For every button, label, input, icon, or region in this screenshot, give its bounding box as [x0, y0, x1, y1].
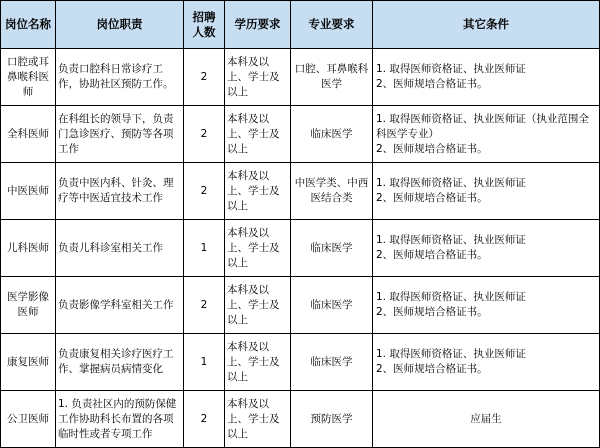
table-row	[1, 163, 600, 220]
education-cell: 本科及以上、学士及以上	[225, 334, 291, 391]
other-cell: 1. 取得医师资格证、执业医师证（执业范围全科医学专业） 2、医师规培合格证书。	[373, 106, 600, 163]
other-cell: 1. 取得医师资格证、执业医师证 2、医师规培合格证书。	[373, 220, 600, 277]
other-cell: 1. 取得医师资格证、执业医师证 2、医师规培合格证书。	[373, 277, 600, 334]
duty-cell: 负责影像学科室相关工作	[56, 277, 184, 334]
education-cell: 本科及以上、学士及以上	[225, 106, 291, 163]
duty-cell: 1. 负责社区内的预防保健工作协助科长布置的各项临时性或者专项工作	[56, 391, 184, 448]
position-cell: 中医医师	[1, 163, 56, 220]
education-cell: 本科及以上、学士及以上	[225, 220, 291, 277]
count-cell: 2	[184, 277, 225, 334]
table-row	[1, 277, 600, 334]
count-cell: 1	[184, 334, 225, 391]
count-cell: 2	[184, 163, 225, 220]
duty-cell: 负责口腔科日常诊疗工作，协助社区预防工作。	[56, 49, 184, 106]
header-row	[1, 1, 600, 49]
table-row	[1, 49, 600, 106]
position-cell: 医学影像医师	[1, 277, 56, 334]
count-cell: 2	[184, 391, 225, 448]
other-cell: 1. 取得医师资格证、执业医师证 2、医师规培合格证书。	[373, 334, 600, 391]
header-count: 招聘人数	[184, 1, 225, 49]
header-other: 其它条件	[373, 1, 600, 49]
table-row	[1, 334, 600, 391]
major-cell: 口腔、耳鼻喉科医学	[291, 49, 373, 106]
count-cell: 2	[184, 49, 225, 106]
other-cell: 应届生	[373, 391, 600, 448]
duty-cell: 负责儿科诊室相关工作	[56, 220, 184, 277]
header-major: 专业要求	[291, 1, 373, 49]
table-row	[1, 106, 600, 163]
duty-cell: 负责中医内科、针灸、理疗等中医适宜技术工作	[56, 163, 184, 220]
table-row	[1, 220, 600, 277]
other-cell: 1. 取得医师资格证、执业医师证 2、医师规培合格证书。	[373, 163, 600, 220]
major-cell: 临床医学	[291, 220, 373, 277]
table-row	[1, 391, 600, 448]
education-cell: 本科及以上、学士及以上	[225, 49, 291, 106]
major-cell: 临床医学	[291, 277, 373, 334]
major-cell: 临床医学	[291, 106, 373, 163]
major-cell: 中医学类、中西医结合类	[291, 163, 373, 220]
education-cell: 本科及以上、学士及以上	[225, 163, 291, 220]
position-cell: 口腔或耳鼻喉科医师	[1, 49, 56, 106]
position-cell: 公卫医师	[1, 391, 56, 448]
count-cell: 2	[184, 106, 225, 163]
position-cell: 全科医师	[1, 106, 56, 163]
major-cell: 临床医学	[291, 334, 373, 391]
header-education: 学历要求	[225, 1, 291, 49]
duty-cell: 在科组长的领导下，负责门急诊医疗、预防等各项工作	[56, 106, 184, 163]
other-cell: 1. 取得医师资格证、执业医师证 2、医师规培合格证书。	[373, 49, 600, 106]
position-cell: 儿科医师	[1, 220, 56, 277]
count-cell: 1	[184, 220, 225, 277]
duty-cell: 负责康复相关诊疗医疗工作、掌握病员病情变化	[56, 334, 184, 391]
education-cell: 本科及以上、学士及以上	[225, 391, 291, 448]
education-cell: 本科及以上、学士及以上	[225, 277, 291, 334]
header-duty: 岗位职责	[56, 1, 184, 49]
major-cell: 预防医学	[291, 391, 373, 448]
position-cell: 康复医师	[1, 334, 56, 391]
header-position: 岗位名称	[1, 1, 56, 49]
